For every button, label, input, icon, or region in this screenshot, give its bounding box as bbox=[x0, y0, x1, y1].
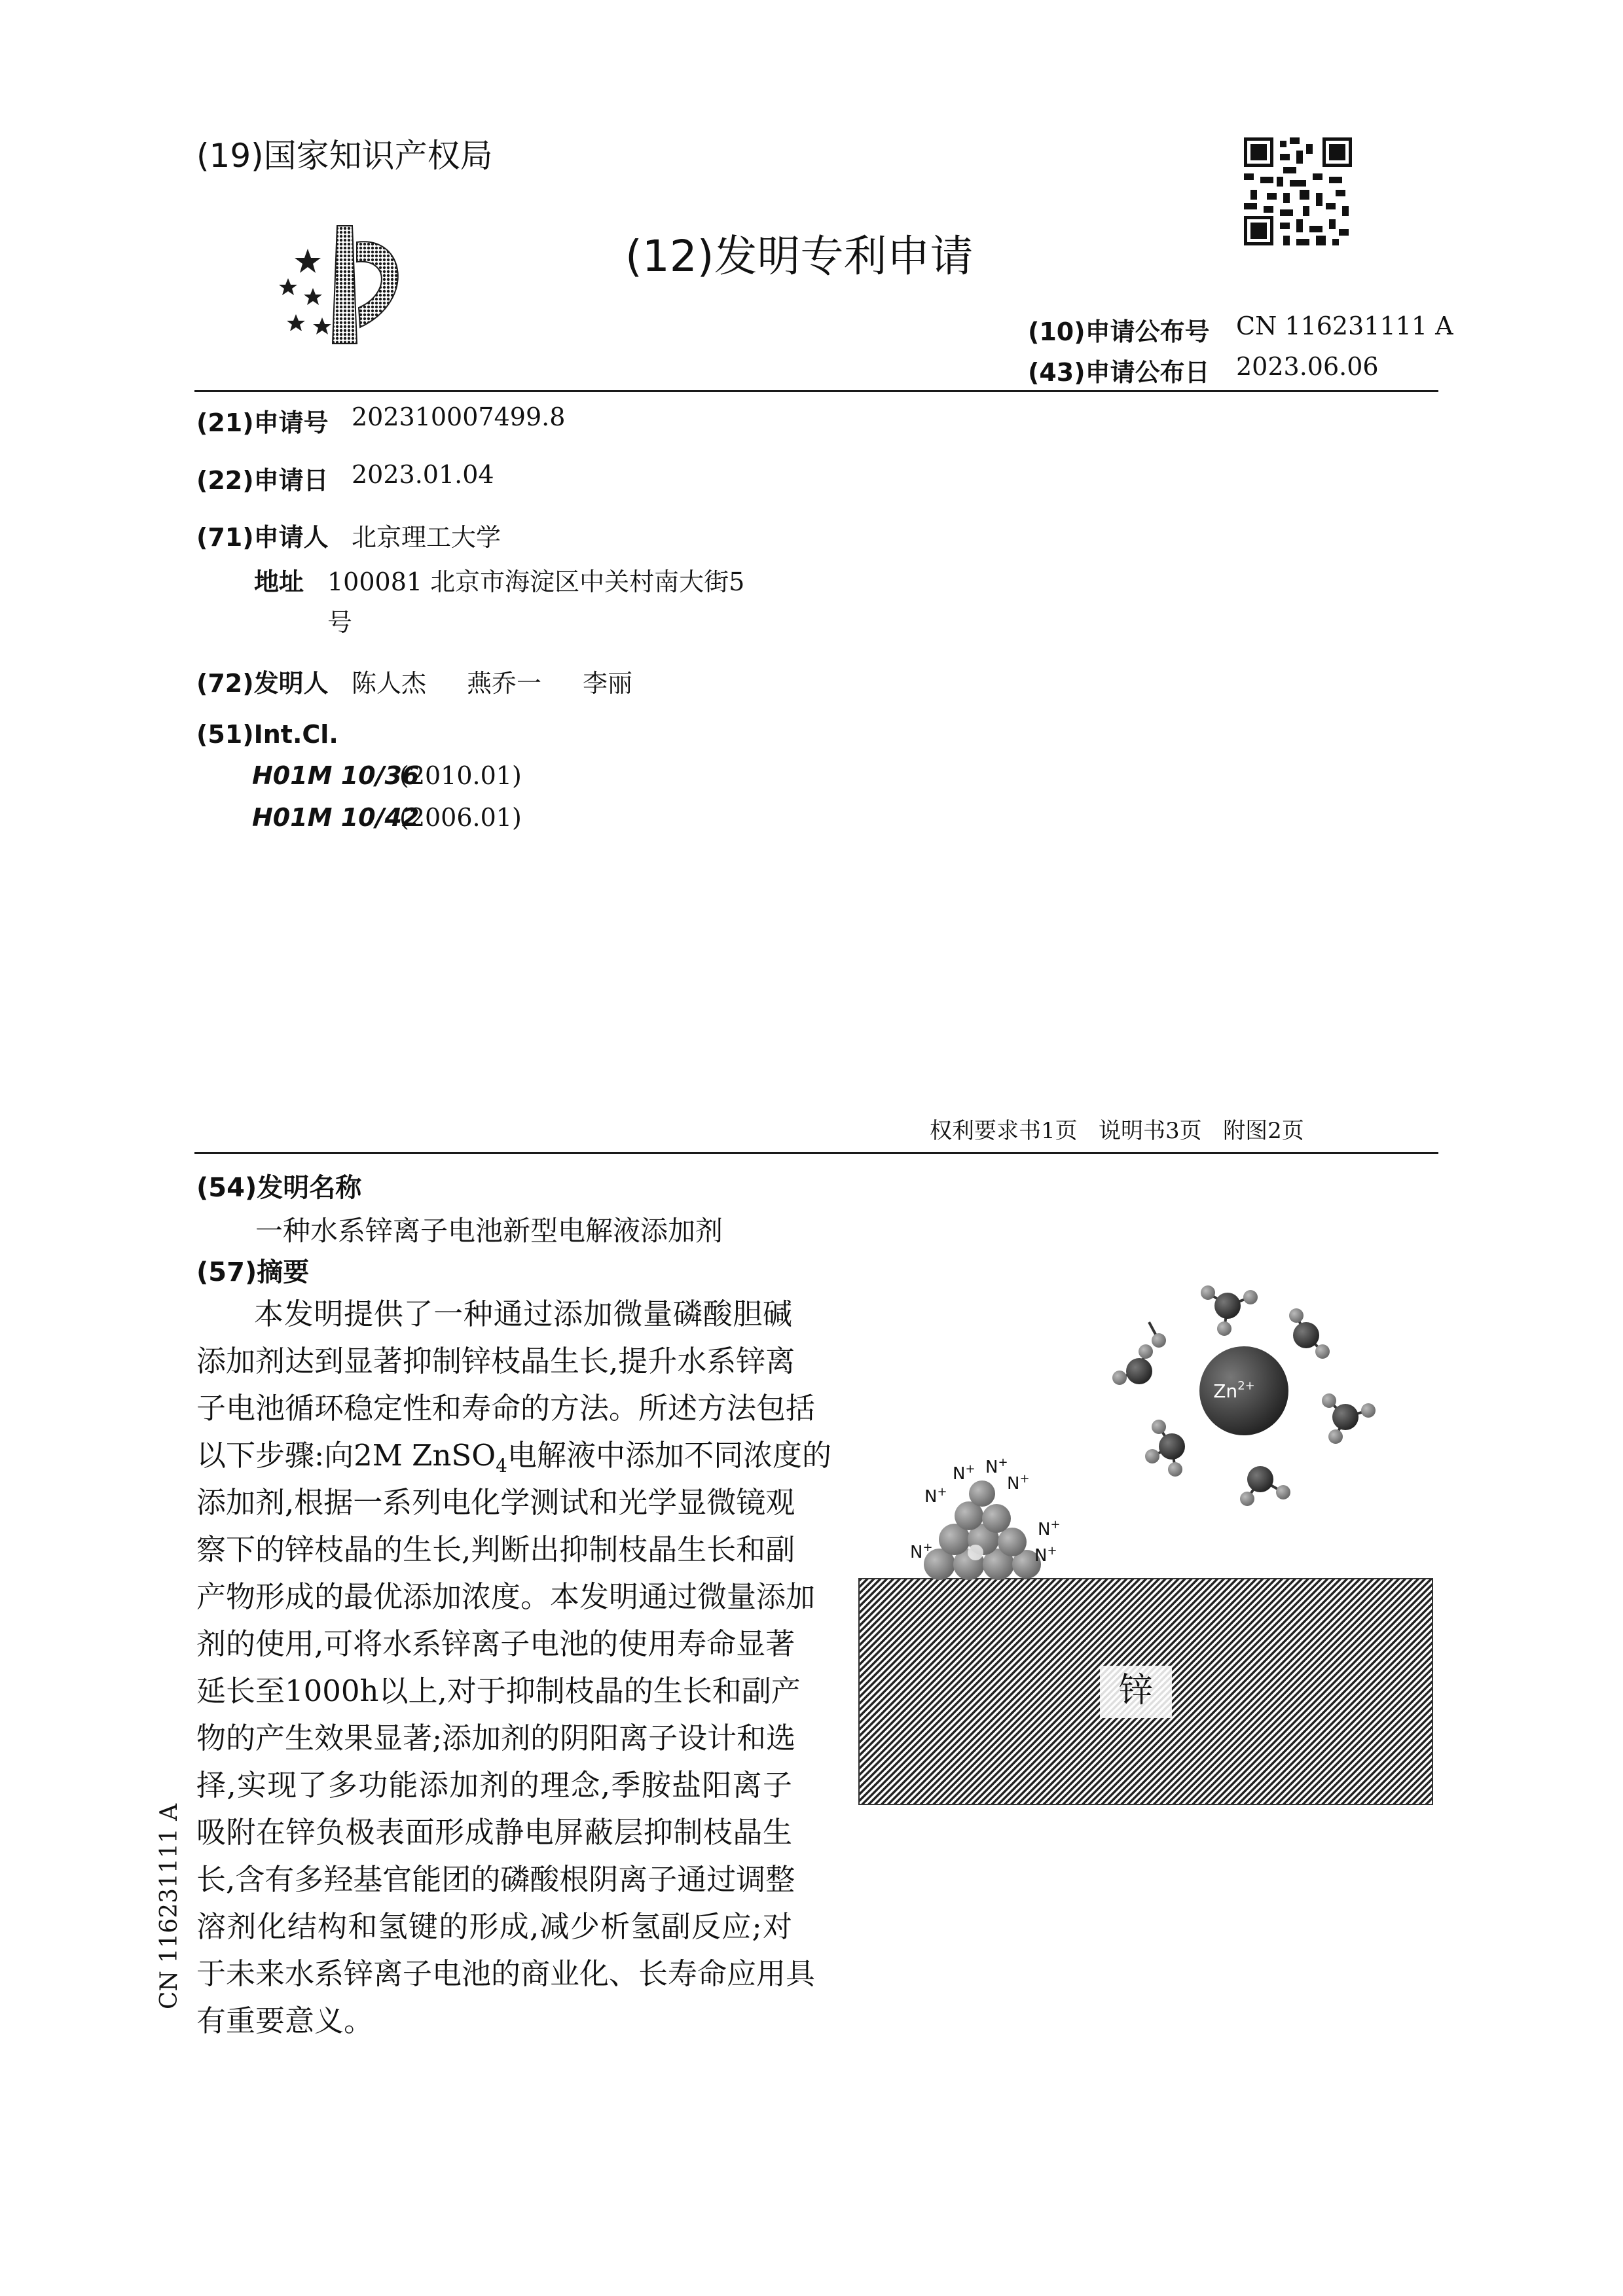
inventor-1: 陈人杰 bbox=[352, 669, 427, 698]
ipc-code-1: H01M 10/36 bbox=[252, 761, 420, 790]
abstract-line: 有重要意义。 bbox=[196, 2003, 374, 2038]
abstract-text bbox=[196, 1291, 831, 2045]
address-line-2: 号 bbox=[327, 608, 353, 637]
ipc-version-2: (2006.01) bbox=[399, 803, 522, 832]
abstract-line: 添加剂达到显著抑制锌枝晶生长,提升水系锌离 bbox=[196, 1344, 795, 1378]
n-plus-label: N+ bbox=[1038, 1518, 1061, 1539]
abstract-line: 物的产生效果显著;添加剂的阴阳离子设计和选 bbox=[196, 1721, 796, 1755]
page-counts: 权利要求书1页 说明书3页 附图2页 bbox=[930, 1118, 1304, 1144]
n-plus-label: N+ bbox=[953, 1462, 976, 1484]
n-plus-label: N+ bbox=[924, 1485, 947, 1507]
publication-number: CN 116231111 A bbox=[1236, 312, 1453, 340]
inventor-2: 燕乔一 bbox=[467, 669, 542, 698]
inventor-3: 李丽 bbox=[583, 669, 633, 698]
abstract-line: 子电池循环稳定性和寿命的方法。所述方法包括 bbox=[196, 1391, 816, 1426]
abstract-line: 长,含有多羟基官能团的磷酸根阴离子通过调整 bbox=[196, 1862, 795, 1897]
abstract-line: 添加剂,根据一系列电化学测试和光学显微镜观 bbox=[196, 1485, 795, 1520]
ipc-code-2: H01M 10/42 bbox=[252, 803, 420, 832]
applicant: 北京理工大学 bbox=[352, 523, 501, 552]
solvated-zinc-ion bbox=[1112, 1285, 1376, 1506]
abstract-line: 剂的使用,可将水系锌离子电池的使用寿命显著 bbox=[196, 1626, 795, 1661]
abstract-line: 延长至1000h以上,对于抑制枝晶的生长和副产 bbox=[196, 1674, 801, 1708]
abstract-line: 以下步骤:向2M ZnSO$_4$电解液中添加不同浓度的 bbox=[196, 1438, 831, 1477]
side-publication-number: CN 116231111 A bbox=[156, 1803, 183, 2009]
publication-date: 2023.06.06 bbox=[1236, 352, 1379, 381]
section-divider bbox=[194, 1152, 1438, 1154]
n-plus-label: N+ bbox=[1034, 1544, 1057, 1566]
abstract-line: 本发明提供了一种通过添加微量磷酸胆碱 bbox=[254, 1297, 792, 1331]
zinc-label: 锌 bbox=[1118, 1671, 1154, 1710]
cnipa-logo bbox=[268, 223, 426, 347]
document-type: (12)发明专利申请 bbox=[625, 231, 974, 281]
inventor-label: (72)发明人 bbox=[196, 669, 329, 698]
abstract-line: 择,实现了多功能添加剂的理念,季胺盐阳离子 bbox=[196, 1768, 792, 1803]
invention-title: 一种水系锌离子电池新型电解液添加剂 bbox=[255, 1215, 723, 1247]
address-line-1: 100081 北京市海淀区中关村南大街5 bbox=[327, 567, 745, 596]
applicant-label: (71)申请人 bbox=[196, 523, 329, 552]
intcl-label: (51)Int.Cl. bbox=[196, 720, 338, 749]
abstract-label: (57)摘要 bbox=[196, 1257, 310, 1287]
application-date: 2023.01.04 bbox=[352, 460, 494, 489]
application-number-label: (21)申请号 bbox=[196, 408, 329, 437]
header-divider bbox=[194, 390, 1438, 392]
zn-ion-label: $Zn^{2+}$ bbox=[1213, 1379, 1255, 1402]
publication-date-label: (43)申请公布日 bbox=[1028, 358, 1210, 387]
abstract-figure bbox=[851, 1257, 1440, 1806]
ipc-version-1: (2010.01) bbox=[399, 761, 522, 790]
n-plus-label: N+ bbox=[910, 1541, 933, 1562]
application-number: 202310007499.8 bbox=[352, 403, 566, 431]
application-date-label: (22)申请日 bbox=[196, 466, 329, 495]
abstract-line: 于未来水系锌离子电池的商业化、长寿命应用具 bbox=[196, 1956, 816, 1991]
publication-number-label: (10)申请公布号 bbox=[1028, 317, 1210, 346]
abstract-line: 溶剂化结构和氢键的形成,减少析氢副反应;对 bbox=[196, 1909, 792, 1944]
title-label: (54)发明名称 bbox=[196, 1173, 362, 1203]
qr-code bbox=[1244, 137, 1352, 245]
office-name: (19)国家知识产权局 bbox=[196, 137, 493, 175]
abstract-line: 察下的锌枝晶的生长,判断出抑制枝晶生长和副 bbox=[196, 1532, 795, 1567]
n-plus-label: N+ bbox=[985, 1456, 1008, 1477]
abstract-line: 产物形成的最优添加浓度。本发明通过微量添加 bbox=[196, 1579, 816, 1614]
n-plus-label: N+ bbox=[1007, 1472, 1030, 1494]
address-label: 地址 bbox=[254, 567, 304, 596]
abstract-line: 吸附在锌负极表面形成静电屏蔽层抑制枝晶生 bbox=[196, 1815, 792, 1850]
